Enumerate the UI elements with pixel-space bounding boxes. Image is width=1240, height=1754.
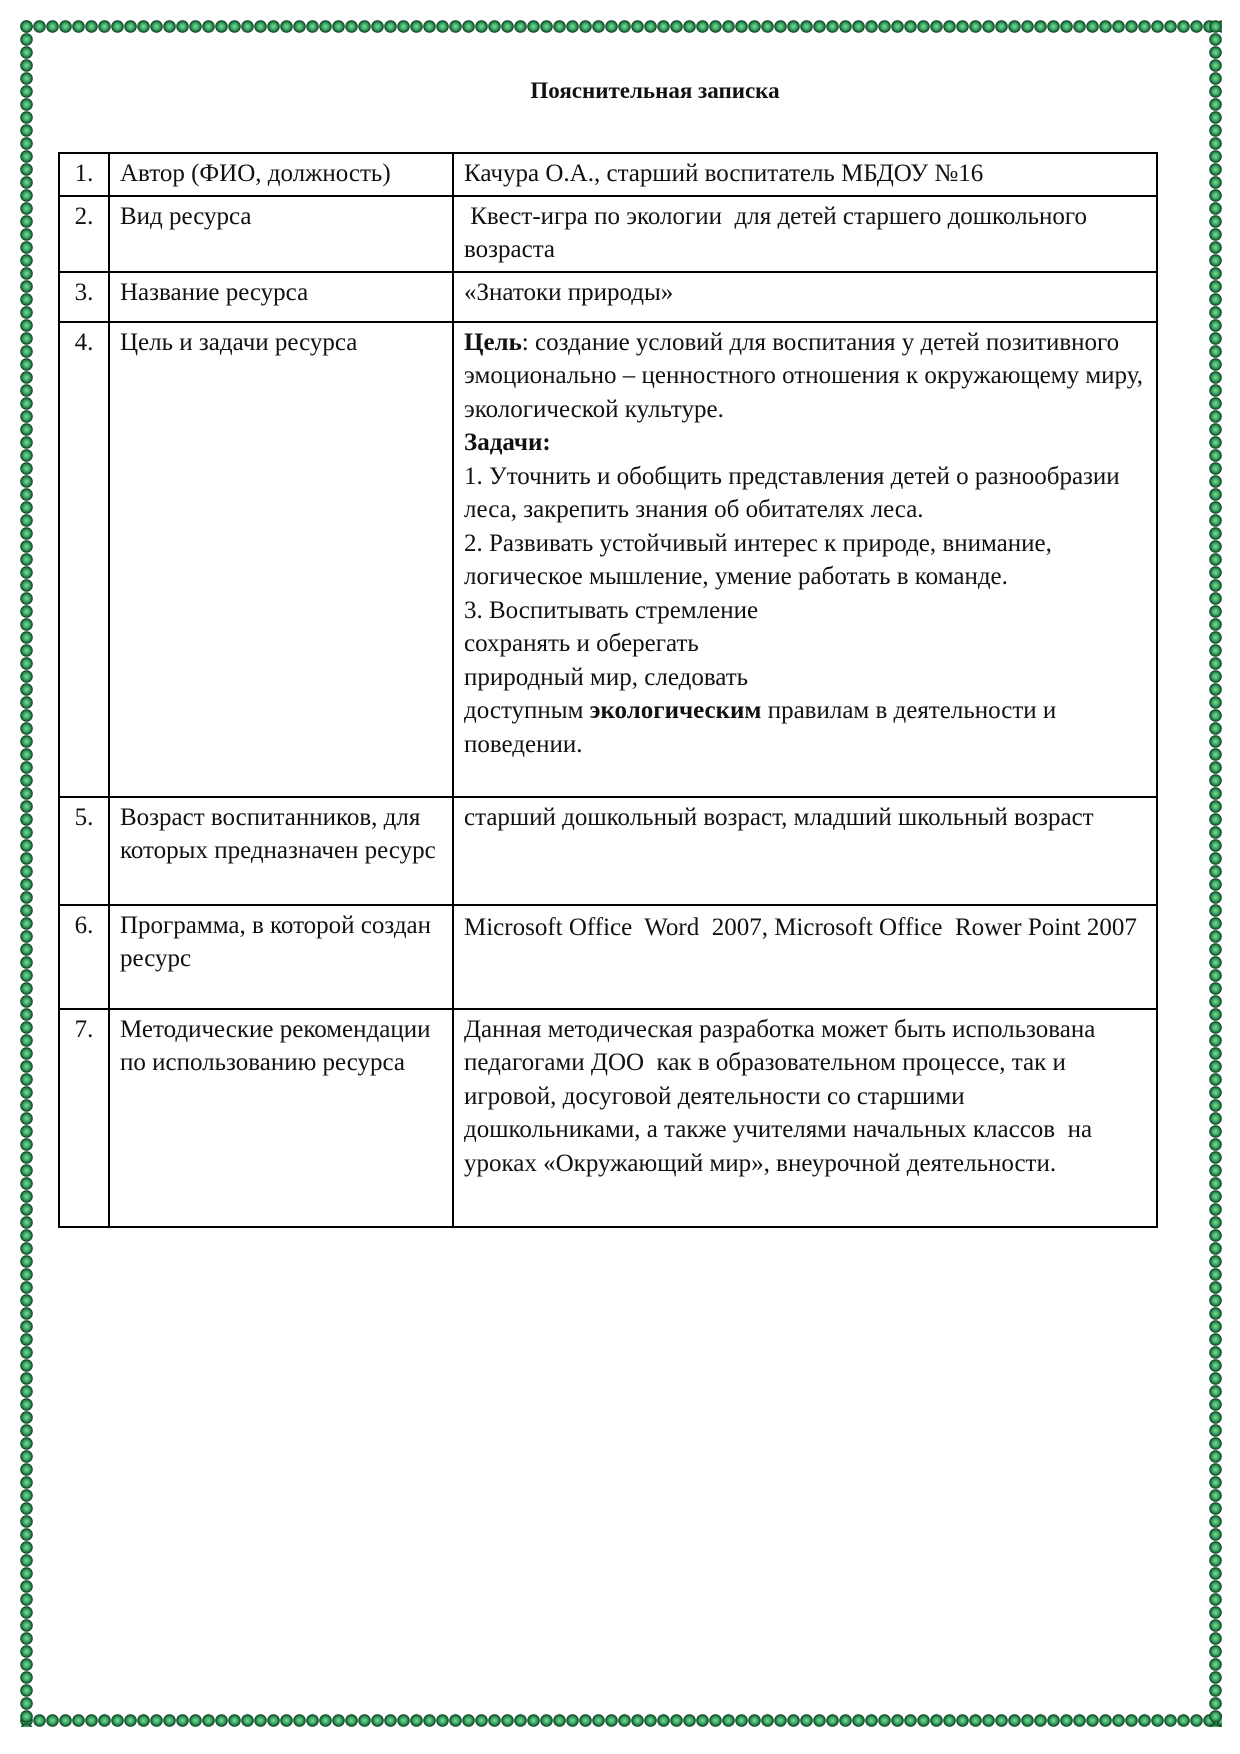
table-row <box>59 905 1157 1009</box>
row-label: Вид ресурса <box>109 196 453 272</box>
task-text: правилам в деятельности и поведении. <box>464 697 1057 758</box>
row-number: 5. <box>59 797 109 905</box>
row-number: 1. <box>59 153 109 196</box>
table-row <box>59 322 1157 797</box>
row-number: 6. <box>59 905 109 1009</box>
row-label: Программа, в которой создан ресурс <box>109 905 453 1009</box>
decorative-border-right <box>1209 20 1222 1727</box>
row-number: 4. <box>59 322 109 797</box>
row-value: «Знатоки природы» <box>453 272 1157 322</box>
page-title: Пояснительная записка <box>530 78 780 103</box>
info-table <box>58 152 1158 1228</box>
task-item: 2. Развивать устойчивый интерес к природе, внимание, логическое мышление, умение работать в команде. <box>464 529 1052 590</box>
row-number: 2. <box>59 196 109 272</box>
goal-label: Цель <box>464 328 522 356</box>
table-row <box>59 1009 1157 1227</box>
row-value: Данная методическая разработка может быть использована педагогами ДОО как в образовательном процессе, так и игровой, досуговой деятельности со старшими дошкольниками, а также учителями начальных классов на уроках «Окружающий мир», внеурочной деятельности. <box>453 1009 1157 1227</box>
decorative-border-top <box>20 20 1222 33</box>
table-row <box>59 272 1157 322</box>
tasks-label: Задачи: <box>464 429 551 456</box>
row-value: старший дошкольный возраст, младший школьный возраст <box>453 797 1157 905</box>
table-row <box>59 153 1157 196</box>
decorative-border-bottom <box>20 1714 1222 1727</box>
row-value: Microsoft Office Word 2007, Microsoft Office Rower Point 2007 <box>453 905 1157 1009</box>
goal-paragraph <box>464 326 1146 427</box>
task-item: 1. Уточнить и обобщить представления детей о разнообразии леса, закрепить знания об обитателях леса. <box>464 462 1120 523</box>
row-label: Методические рекомендации по использованию ресурса <box>109 1009 453 1227</box>
task-text: доступным <box>464 697 590 724</box>
row-label: Цель и задачи ресурса <box>109 322 453 797</box>
row-label: Автор (ФИО, должность) <box>109 153 453 196</box>
table-row <box>59 196 1157 272</box>
row-number: 3. <box>59 272 109 322</box>
row-value <box>453 322 1157 797</box>
row-number: 7. <box>59 1009 109 1227</box>
task-item: 3. Воспитывать стремление сохранять и оберегать природный мир, следовать <box>464 596 759 691</box>
table-row <box>59 797 1157 905</box>
goal-text: : создание условий для воспитания у детей позитивного эмоционально – ценностного отношения к окружающему миру, экологической культуре. <box>464 328 1143 423</box>
row-label: Возраст воспитанников, для которых предназначен ресурс <box>109 797 453 905</box>
task-bold-text: экологическим <box>589 697 762 724</box>
decorative-border-left <box>20 20 33 1727</box>
row-value: Квест-игра по экологии для детей старшего дошкольного возраста <box>453 196 1157 272</box>
row-value: Качура О.А., старший воспитатель МБДОУ №16 <box>453 153 1157 196</box>
row-label: Название ресурса <box>109 272 453 322</box>
task-item-continued <box>464 694 1146 761</box>
